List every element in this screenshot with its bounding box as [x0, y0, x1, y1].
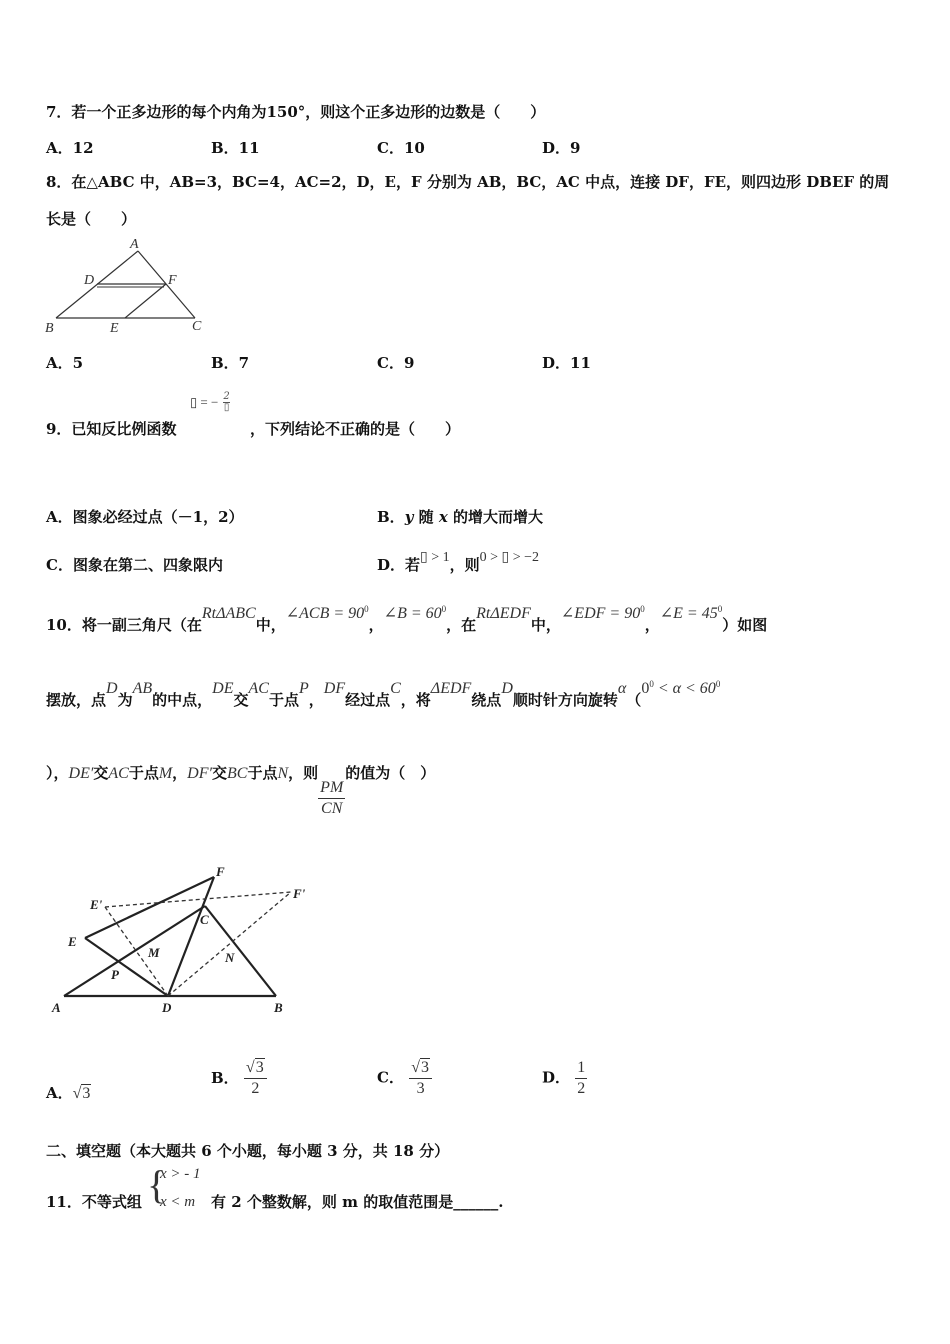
q10-label-e1: E' [90, 897, 103, 912]
q9-formula [190, 392, 230, 413]
q10-label-c: C [200, 912, 209, 927]
q10-label-m: M [148, 945, 160, 960]
q10-stem-line3: ），DE′交AC于点M，DF′交BC于点N，则 $\frac{PM}{CN}$ 的值为（ ） [46, 764, 436, 817]
q10-option-a: A．√3 [46, 1084, 91, 1102]
q9-option-a: A．图象必经过点（－1，2） [46, 508, 244, 526]
q10-option-c: C． $\frac{√3}{3}$ [377, 1058, 432, 1099]
q8-option-d: D．11 [542, 354, 591, 372]
q10-rotation-figure [44, 860, 314, 1020]
q10-dashed-e1f1 [105, 892, 291, 907]
q11-suffix: 有 2 个整数解，则 m 的取值范围是______. [211, 1193, 504, 1211]
q11-prefix: 11．不等式组 [46, 1193, 142, 1211]
q9-stem-suffix: ，下列结论不正确的是（ ） [250, 420, 461, 438]
q8-label-f: F [168, 273, 177, 288]
q7-option-c: C．10 [377, 139, 425, 157]
q8-label-d: D [84, 273, 95, 288]
q7-stem: 7．若一个正多边形的每个内角为150°，则这个正多边形的边数是（ ） [46, 103, 546, 121]
q8-option-a: A．5 [46, 354, 84, 372]
q11-inequality-2: x < m [160, 1194, 196, 1210]
q9-option-b: B．y 随 x 的增大而增大 [377, 508, 544, 526]
q10-label-n: N [225, 950, 235, 965]
q7-option-d: D．9 [542, 139, 581, 157]
q10-label-a: A [52, 1000, 61, 1015]
q10-label-f: F [216, 864, 225, 879]
q10-dashed-df1 [168, 892, 291, 996]
q10-label-e: E [68, 934, 77, 949]
q8-stem-line1: 8．在△ABC 中，AB=3，BC=4，AC=2，D，E，F 分别为 AB，BC，AC 中点，连接 DF，FE，则四边形 DBEF 的周 [46, 173, 890, 191]
q8-label-c: C [192, 319, 202, 334]
q10-stem-line2: 摆放，点D为AB的中点，DE交AC于点P，DF经过点C，将ΔEDF绕点D顺时针方向旋转$\alpha(0^0 < \alpha < 60^0$ [46, 679, 721, 709]
q8-option-b: B．7 [211, 354, 250, 372]
q8-label-a: A [130, 237, 139, 252]
q8-option-c: C．9 [377, 354, 415, 372]
q9-formula-left: ▯ = − [190, 394, 219, 410]
q9-option-d: D．若▯ > 1，则0 > ▯ > −2 [377, 550, 540, 574]
q7-option-b: B．11 [211, 139, 260, 157]
q10-stem-line1: 10．将一副三角尺（在RtΔABC中，∠ACB = $90^0$，∠B = $60^0$，在RtΔEDF中，∠EDF = $90^0$，∠E = $45^0$）如图 [46, 604, 768, 634]
q11-brace: { [147, 1162, 167, 1207]
q10-option-d: D． $\frac{1}{2}$ [542, 1059, 586, 1097]
q8-segment-fe [125, 284, 166, 318]
q8-label-e: E [110, 321, 119, 336]
q10-label-b: B [274, 1000, 283, 1015]
q9-option-c: C．图象在第二、四象限内 [46, 556, 223, 574]
q8-triangle-figure [40, 232, 220, 340]
q9-formula-num: 2 [223, 391, 230, 402]
q7-option-a: A．12 [46, 139, 94, 157]
q10-label-d: D [162, 1000, 172, 1015]
q8-label-b: B [45, 321, 54, 336]
section-2-title: 二、填空题（本大题共 6 个小题，每小题 3 分，共 18 分） [46, 1142, 450, 1160]
q10-option-b: B． $\frac{√3}{2}$ [211, 1058, 267, 1099]
q11-inequality-1: x > - 1 [160, 1166, 201, 1182]
q8-stem-line2: 长是（ ） [46, 210, 137, 228]
q10-label-f1: F' [293, 886, 306, 901]
q10-side-bc [205, 906, 276, 996]
q10-label-p: P [111, 967, 119, 982]
q10-side-ac [64, 906, 205, 996]
q9-stem-prefix: 9．已知反比例函数 [46, 420, 177, 438]
q9-formula-den: ▯ [223, 402, 230, 413]
